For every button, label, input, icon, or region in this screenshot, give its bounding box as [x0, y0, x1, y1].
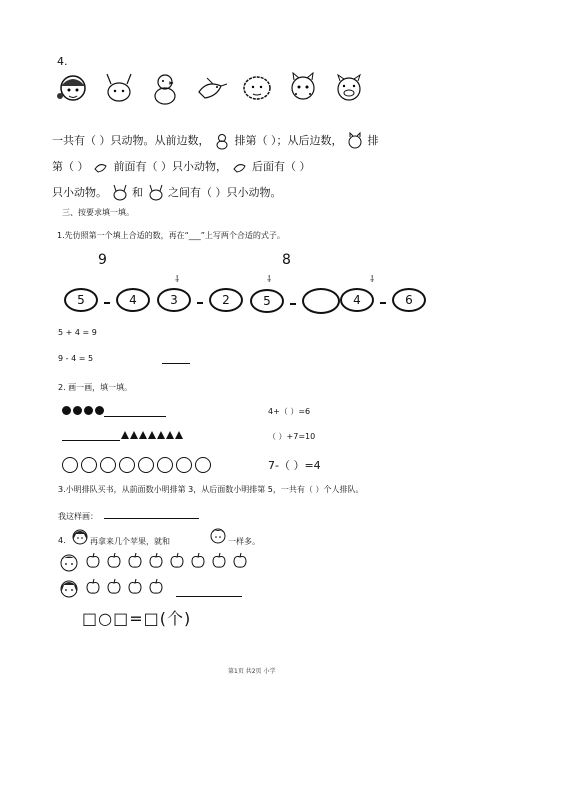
drawing-blank[interactable]	[62, 440, 120, 441]
triangle	[130, 431, 138, 439]
cat-icon	[285, 70, 321, 108]
q3-answer-label: 我这样画：	[58, 512, 98, 521]
circle	[195, 457, 211, 473]
number-oval: 6	[392, 288, 426, 312]
dash	[380, 302, 386, 304]
sheep-icon	[239, 70, 275, 108]
sprout-icon: ⸸	[267, 275, 272, 285]
number-pair	[250, 288, 340, 314]
apples-row-1	[84, 552, 249, 574]
number-oval: 5	[64, 288, 98, 312]
cat-icon	[346, 132, 364, 150]
girl-icon	[55, 70, 91, 108]
rabbit-icon	[147, 184, 165, 202]
circle	[119, 457, 135, 473]
apples-row-2	[84, 578, 165, 600]
triangle	[175, 431, 183, 439]
triangle	[166, 431, 174, 439]
dots-row	[62, 406, 104, 415]
sprout-icon: ⸸	[175, 275, 180, 285]
boy-face-icon	[208, 524, 228, 550]
answer-blank[interactable]	[162, 363, 190, 364]
q4-line3a-text: 只小动物。	[52, 186, 107, 199]
triangle	[121, 431, 129, 439]
q4b-answer-blank[interactable]	[176, 596, 242, 597]
q2-equation-1: 4+（ ）=6	[268, 407, 311, 416]
circle	[62, 457, 78, 473]
apple-icon	[147, 578, 165, 600]
apple-icon	[126, 552, 144, 574]
q4-line2a-text: 第（ ）	[52, 160, 89, 173]
q4b-text2: 一样多。	[228, 537, 260, 546]
apple-icon	[84, 578, 102, 600]
rabbit-icon	[111, 184, 129, 202]
bird-icon	[92, 158, 110, 176]
number-pair	[157, 288, 243, 312]
q4b-text1: 再拿来几个苹果，就和	[90, 537, 170, 546]
top-number-left: 9	[98, 252, 107, 268]
q4-line3b-text: 和	[132, 186, 143, 199]
q4b-label: 4.	[58, 536, 66, 545]
q4-line1-text: 一共有（ ）只动物。从前边数，	[52, 134, 210, 147]
number-oval: 2	[209, 288, 243, 312]
apple-icon	[210, 552, 228, 574]
q2-equation-3: 7-（ ）=4	[268, 459, 321, 472]
q3-answer-blank[interactable]	[104, 518, 199, 519]
chick-icon	[213, 132, 231, 150]
q3-text: 3.小明排队买书，从前面数小明排第 3，从后面数小明排第 5，一共有（ ）个人排队。	[58, 485, 364, 494]
triangle	[139, 431, 147, 439]
answer-oval[interactable]	[302, 288, 340, 314]
drawing-blank[interactable]	[104, 416, 166, 417]
dot	[95, 406, 104, 415]
apple-icon	[126, 578, 144, 600]
dash	[104, 302, 110, 304]
q4-line1b-text: 排第（ ）；从后边数，	[234, 134, 343, 147]
q4-line2b-text: 前面有（ ）只小动物，	[113, 160, 227, 173]
apple-icon	[84, 552, 102, 574]
section3-q1: 1.先仿照第一个填上合适的数，再在“___”上写两个合适的式子。	[57, 231, 285, 240]
apple-icon	[168, 552, 186, 574]
rabbit-icon	[101, 70, 137, 108]
equation-1: 5 + 4 = 9	[58, 328, 97, 337]
number-oval: 3	[157, 288, 191, 312]
girl-face-icon	[58, 576, 80, 604]
bird-icon	[193, 70, 229, 108]
dash	[290, 303, 296, 305]
apple-icon	[147, 552, 165, 574]
triangle	[148, 431, 156, 439]
circles-row	[62, 457, 211, 473]
number-oval: 4	[340, 288, 374, 312]
circle	[157, 457, 173, 473]
page-footer: 第1页 共2页 小学	[228, 668, 276, 675]
circle	[138, 457, 154, 473]
dot	[84, 406, 93, 415]
q4-line1c-text: 排	[367, 134, 379, 147]
pig-icon	[331, 70, 367, 108]
q4-line1	[52, 132, 379, 150]
q4-line2c-text: 后面有（ ）	[252, 160, 311, 173]
circle	[100, 457, 116, 473]
apple-icon	[105, 578, 123, 600]
boy-face-icon	[58, 550, 80, 578]
number-oval: 4	[116, 288, 150, 312]
animals-row	[55, 66, 445, 112]
triangles-row	[121, 431, 183, 439]
q4b-equation: □○□=□(个)	[82, 609, 192, 628]
q4-line3	[52, 184, 282, 202]
circle	[176, 457, 192, 473]
sprout-icon: ⸸	[370, 275, 375, 285]
girl-face-icon	[70, 526, 90, 552]
q4-line3c-text: 之间有（ ）只小动物。	[168, 186, 282, 199]
dot	[73, 406, 82, 415]
equation-2: 9 - 4 = 5	[58, 354, 94, 363]
apple-icon	[105, 552, 123, 574]
bird-icon	[231, 158, 249, 176]
top-number-right: 8	[282, 252, 291, 268]
apple-icon	[231, 552, 249, 574]
circle	[81, 457, 97, 473]
triangle	[157, 431, 165, 439]
dot	[62, 406, 71, 415]
chick-icon	[147, 70, 183, 108]
q2-equation-2: （ ）+7=10	[268, 432, 316, 441]
question-4-label: 4.	[57, 55, 68, 68]
q2-label: 2. 画一画，填一填。	[58, 383, 133, 392]
number-pair	[64, 288, 150, 312]
apple-icon	[189, 552, 207, 574]
dash	[197, 302, 203, 304]
section3-heading: 三、按要求填一填。	[62, 208, 134, 217]
number-oval: 5	[250, 289, 284, 313]
number-pair	[340, 288, 426, 312]
q4-line2	[52, 158, 311, 176]
